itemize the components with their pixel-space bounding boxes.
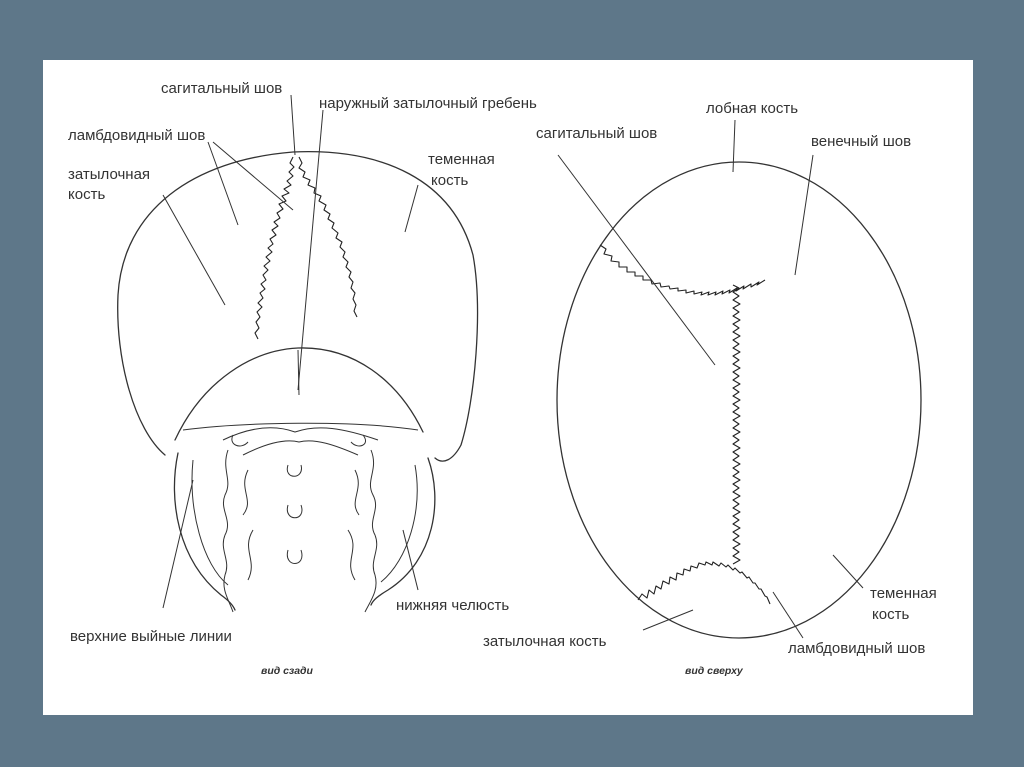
label-lambdoid-suture-rear: ламбдовидный шов: [68, 127, 206, 144]
rear-view-labels: [68, 80, 537, 677]
label-superior-nuchal-lines: верхние выйные линии: [70, 628, 232, 645]
label-external-occipital-crest: наружный затылочный гребень: [319, 95, 537, 112]
top-lambdoid-suture: [638, 562, 770, 604]
label-occipital-bone-rear-1: затылочная: [68, 166, 151, 183]
coronal-suture: [600, 245, 765, 295]
label-parietal-bone-rear-2: кость: [431, 172, 469, 189]
rear-lambdoid-left: [255, 157, 294, 339]
sagittal-suture: [733, 285, 740, 564]
label-sagittal-suture-rear: сагитальный шов: [161, 80, 283, 97]
caption-rear-view: вид сзади: [261, 665, 313, 677]
label-occipital-bone-top: затылочная кость: [483, 633, 607, 650]
rear-lambdoid-right: [299, 157, 357, 317]
skull-diagram: [43, 60, 973, 715]
label-parietal-bone-top-2: кость: [872, 606, 910, 623]
label-parietal-bone-rear-1: теменная: [428, 151, 495, 168]
caption-top-view: вид сверху: [685, 665, 743, 677]
label-sagittal-suture-top: сагитальный шов: [536, 125, 658, 142]
label-mandible: нижняя челюсть: [396, 597, 510, 614]
label-parietal-bone-top-1: теменная: [870, 585, 937, 602]
rear-view-drawing: [118, 95, 478, 612]
rear-skull-outline: [118, 152, 478, 461]
slide: [43, 60, 973, 715]
label-coronal-suture: венечный шов: [811, 133, 912, 150]
label-occipital-bone-rear-2: кость: [68, 186, 106, 203]
top-view-drawing: [557, 120, 921, 638]
mandible-left: [174, 453, 235, 610]
label-frontal-bone: лобная кость: [706, 100, 799, 117]
label-lambdoid-suture-top: ламбдовидный шов: [788, 640, 926, 657]
top-view-labels: [483, 100, 937, 677]
